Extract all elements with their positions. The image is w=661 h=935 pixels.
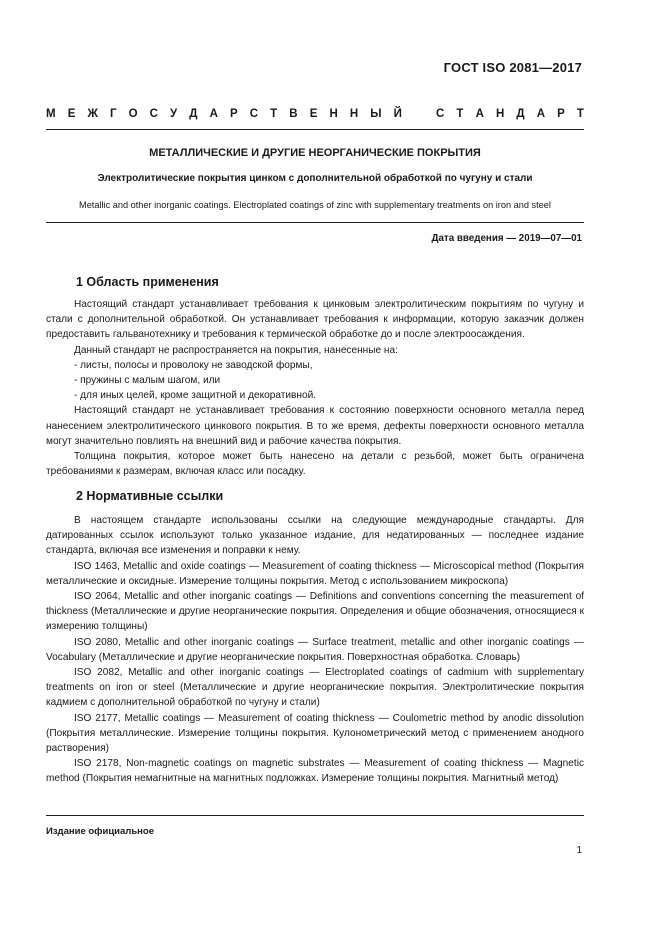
banner-letter: Р xyxy=(229,108,238,120)
banner-letter: Н xyxy=(349,108,359,120)
document-subtitle: Электролитические покрытия цинком с дополнительной обработкой по чугуну и стали xyxy=(97,173,533,184)
banner-letter: С xyxy=(436,108,445,120)
section-2-body xyxy=(46,513,584,787)
reference-item: ISO 2080, Metallic and other inorganic coatings — Surface treatment, metallic and other inorganic coatings — Vocabulary (Металлические и другие неорганические покрытия. Поверхностная обработка. Словарь) xyxy=(46,636,584,663)
banner-letter: В xyxy=(289,108,298,120)
edition-label: Издание официальное xyxy=(46,826,154,837)
banner-letter: М xyxy=(46,108,56,120)
paragraph: Настоящий стандарт не устанавливает требования к состоянию поверхности основного металла перед нанесением электролитического цинкового покрытия. В то же время, дефекты поверхности основного металла могут значительно повлиять на внешний вид и рабочие качества покрытия. xyxy=(46,405,584,447)
page-number: 1 xyxy=(576,845,582,856)
banner-letter: Н xyxy=(329,108,338,120)
footer-divider xyxy=(46,815,584,816)
paragraph: В настоящем стандарте использованы ссылки на следующие международные стандарты. Для датированных ссылок используют только указанное издание, для недатированных — последнее издание стандарта, включая все изменения и поправки к нему. xyxy=(46,515,584,557)
banner-letter: А xyxy=(475,108,484,120)
reference-item: ISO 2177, Metallic coatings — Measurement of coating thickness — Coulometric method by anodic dissolution (Покрытия металлические. Измерение толщины покрытия. Кулонометрический метод с применением анодного растворения) xyxy=(46,712,584,755)
banner-letter: А xyxy=(536,108,546,120)
banner-letter: Д xyxy=(189,108,198,120)
paragraph: Толщина покрытия, которое может быть нанесено на детали с резьбой, может быть ограничена требованиями к размерам, включая класс или посадку. xyxy=(46,451,584,478)
banner-letter: С xyxy=(149,108,158,120)
banner-letter: Е xyxy=(67,108,76,120)
banner-letter: Й xyxy=(393,108,402,120)
introduction-date: Дата введения — 2019—07—01 xyxy=(431,233,582,244)
document-title: МЕТАЛЛИЧЕСКИЕ И ДРУГИЕ НЕОРГАНИЧЕСКИЕ ПОКРЫТИЯ xyxy=(149,147,481,159)
section-2-heading: 2 Нормативные ссылки xyxy=(76,489,224,503)
banner-letter: Н xyxy=(495,108,505,120)
title-divider xyxy=(46,222,584,223)
banner-letter: А xyxy=(209,108,218,120)
banner-letter: Г xyxy=(109,108,117,120)
banner-letter: Т xyxy=(270,108,278,120)
banner-letter: С xyxy=(249,108,259,120)
section-1-heading: 1 Область применения xyxy=(76,275,219,289)
banner-letter: Р xyxy=(557,108,565,120)
list-item: - листы, полосы и проволоку не заводской формы, xyxy=(74,359,313,371)
reference-item: ISO 2178, Non-magnetic coatings on magnetic substrates — Measurement of coating thickness — Magnetic method (Покрытия немагнитные на магнитных подложках. Измерение толщины покрытия. Магнитный метод) xyxy=(46,758,584,785)
reference-item: ISO 2082, Metallic and other inorganic coatings — Electroplated coatings of cadmium with supplementary treatments on iron or steel (Металлические и другие неорганические покрытия. Электролитические покрытия кадмием с дополнительной обработкой по чугуну и стали) xyxy=(46,667,584,709)
banner-letter: О xyxy=(128,108,138,120)
standard-type-banner xyxy=(46,108,584,120)
paragraph: Настоящий стандарт устанавливает требования к цинковым электролитическим покрытиям по чугуну и стали с дополнительной обработкой. Он устанавливает требования к информации, которую заказчик должен предоставить гальванотехнику и требования к термической обработке до и после электроосаждения. xyxy=(46,299,584,341)
reference-item: ISO 1463, Metallic and oxide coatings — Measurement of coating thickness — Microscopical method (Покрытия металлические и оксидные. Измерение толщины покрытия. Метод с использованием микроскопа) xyxy=(46,560,584,587)
banner-letter: Д xyxy=(516,108,525,120)
banner-word-standard xyxy=(436,108,584,120)
banner-letter: Ж xyxy=(87,108,98,120)
document-code: ГОСТ ISO 2081—2017 xyxy=(443,60,582,75)
section-1-body xyxy=(46,297,584,479)
banner-letter: Е xyxy=(309,108,318,120)
banner-letter: Ы xyxy=(370,108,382,120)
paragraph: Данный стандарт не распространяется на покрытия, нанесенные на: xyxy=(74,344,398,356)
reference-item: ISO 2064, Metallic and other inorganic coatings — Definitions and conventions concerning the measurement of thickness (Металлические и другие неорганические покрытия. Определения и общие обозначения, относящиеся к измерению толщины) xyxy=(46,591,584,633)
banner-letter: У xyxy=(170,108,178,120)
banner-word-interstate xyxy=(46,108,402,120)
banner-letter: Т xyxy=(576,108,584,120)
banner-letter: Т xyxy=(456,108,464,120)
document-title-english: Metallic and other inorganic coatings. Electroplated coatings of zinc with supplementary treatments on iron and steel xyxy=(79,200,551,210)
list-item: - для иных целей, кроме защитной и декоративной. xyxy=(74,390,317,402)
banner-divider xyxy=(46,129,584,130)
list-item: - пружины с малым шагом, или xyxy=(74,375,221,387)
